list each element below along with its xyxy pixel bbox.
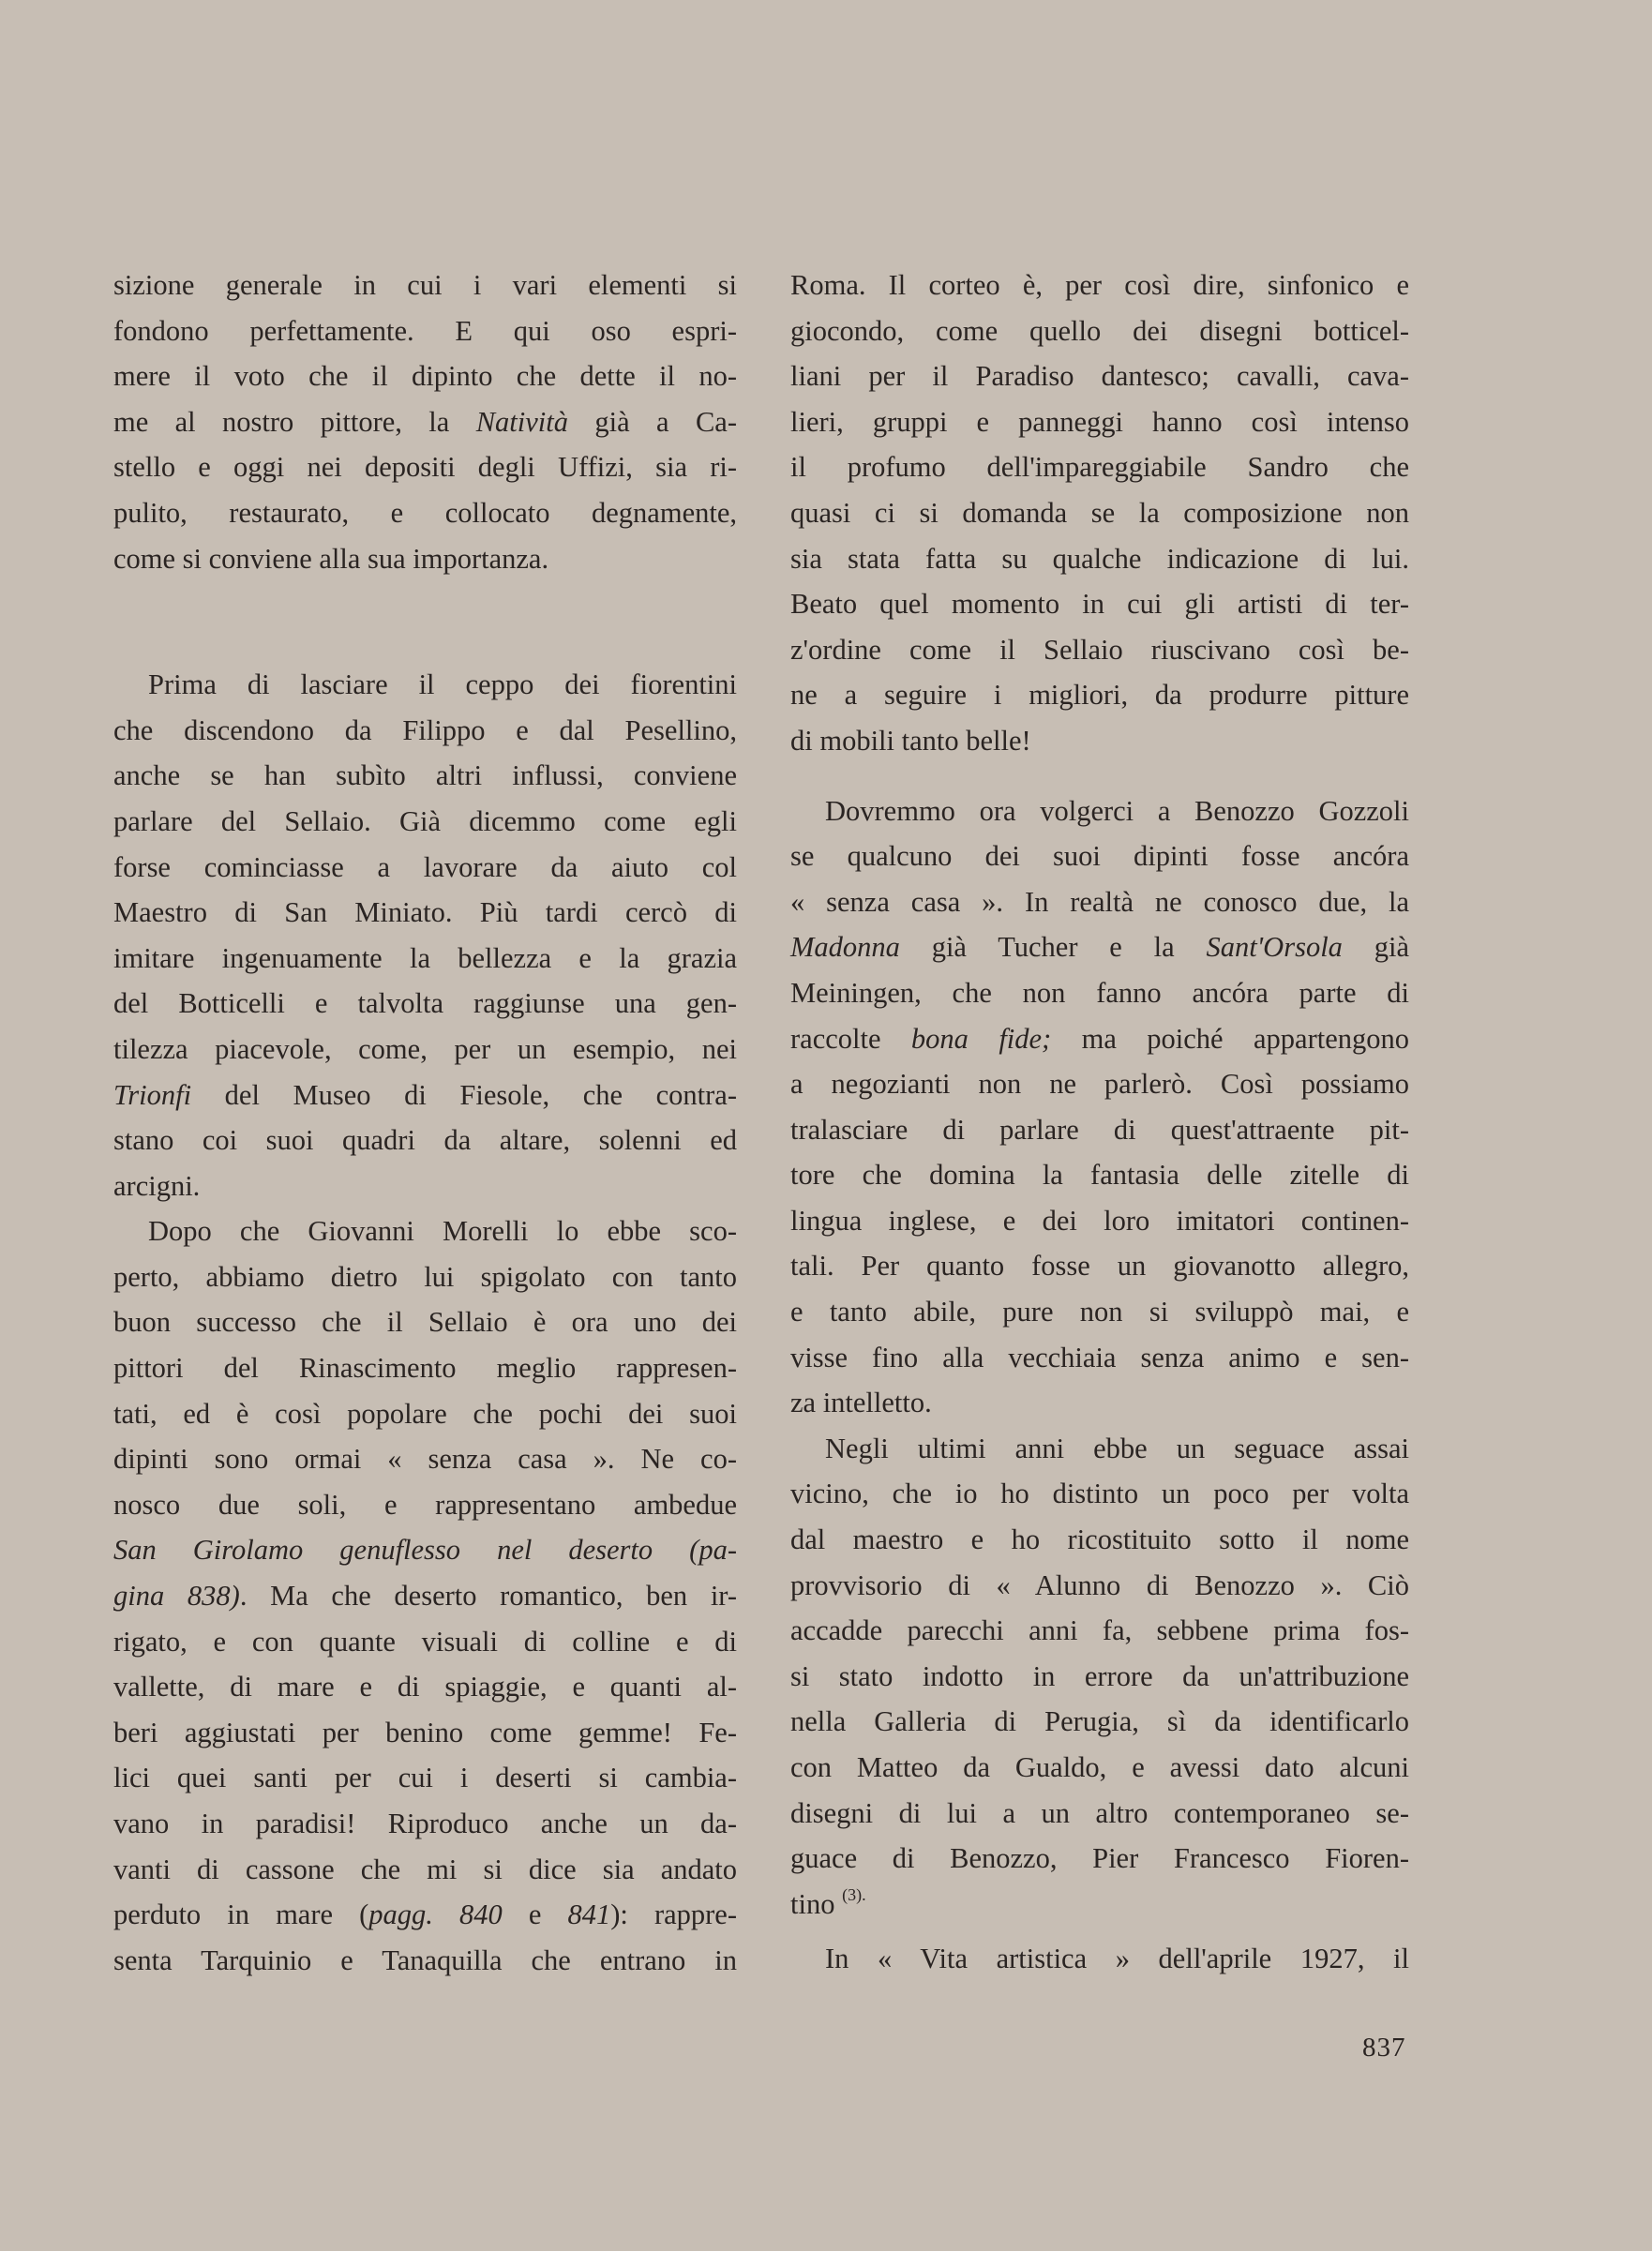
text-line: nella Galleria di Perugia, sì da identificarlo xyxy=(790,1705,1409,1738)
text-line: dipinti sono ormai « senza casa ». Ne co- xyxy=(113,1443,737,1476)
text-line: Prima di lasciare il ceppo dei fiorentini xyxy=(148,668,737,701)
text-line: se qualcuno dei suoi dipinti fosse ancóra xyxy=(790,840,1409,873)
text-line: Madonna già Tucher e la Sant'Orsola già xyxy=(790,931,1409,964)
paragraph xyxy=(113,263,737,581)
text-line: In « Vita artistica » dell'aprile 1927, il xyxy=(825,1943,1409,1975)
right-column xyxy=(790,263,1409,1982)
text-line: con Matteo da Gualdo, e avessi dato alcuni xyxy=(790,1751,1409,1783)
text-line: il profumo dell'impareggiabile Sandro che xyxy=(790,451,1409,484)
text-line: disegni di lui a un altro contemporaneo se- xyxy=(790,1796,1409,1829)
text-line: come si conviene alla sua importanza. xyxy=(113,542,549,575)
text-line: tralasciare di parlare di quest'attraente pit- xyxy=(790,1113,1409,1146)
text-line: vallette, di mare e di spiaggie, e quanti al- xyxy=(113,1671,737,1703)
paragraph xyxy=(790,1426,1409,1928)
text-line: vanti di cassone che mi si dice sia andato xyxy=(113,1853,737,1885)
text-line: ne a seguire i migliori, da produrre pitture xyxy=(790,679,1409,712)
text-line: lingua inglese, e dei loro imitatori continen- xyxy=(790,1204,1409,1237)
text-line: pulito, restaurato, e collocato degnamente, xyxy=(113,496,737,529)
text-line: accadde parecchi anni fa, sebbene prima fos- xyxy=(790,1614,1409,1647)
text-line: quasi ci si domanda se la composizione non xyxy=(790,496,1409,529)
left-column xyxy=(113,263,737,1983)
text-line: anche se han subìto altri influssi, conviene xyxy=(113,759,737,792)
text-line: vano in paradisi! Riproduco anche un da- xyxy=(113,1808,737,1839)
text-line: provvisorio di « Alunno di Benozzo ». Ciò xyxy=(790,1568,1409,1601)
paragraph-gap xyxy=(113,626,737,662)
text-line: tilezza piacevole, come, per un esempio, nei xyxy=(113,1032,737,1065)
footnote-reference: (3). xyxy=(842,1884,866,1904)
text-line: forse cominciasse a lavorare da aiuto col xyxy=(113,850,737,883)
text-line: gina 838). Ma che deserto romantico, ben ir- xyxy=(113,1580,737,1613)
text-line: stano coi suoi quadri da altare, solenni ed xyxy=(113,1124,737,1157)
text-line: visse fino alla vecchiaia senza animo e sen- xyxy=(790,1341,1409,1373)
text-line: « senza casa ». In realtà ne conosco due, la xyxy=(790,885,1409,918)
text-line: Dopo che Giovanni Morelli lo ebbe sco- xyxy=(148,1215,737,1248)
paragraph-gap xyxy=(790,1927,1409,1936)
text-line: beri aggiustati per benino come gemme! Fe- xyxy=(113,1716,737,1748)
text-line: za intelletto. xyxy=(790,1387,932,1419)
text-line: Maestro di San Miniato. Più tardi cercò di xyxy=(113,896,737,929)
text-line: a negozianti non ne parlerò. Così possiamo xyxy=(790,1068,1409,1101)
text-line: sizione generale in cui i vari elementi si xyxy=(113,269,737,301)
text-line: pittori del Rinascimento meglio rappresen- xyxy=(113,1352,737,1385)
text-line: San Girolamo genuflesso nel deserto (pa- xyxy=(113,1534,737,1567)
text-line: del Botticelli e talvolta raggiunse una gen- xyxy=(113,987,737,1020)
text-line: Beato quel momento in cui gli artisti di ter- xyxy=(790,588,1409,621)
text-line: Roma. Il corteo è, per così dire, sinfonico e xyxy=(790,269,1409,301)
text-line: tali. Per quanto fosse un giovanotto allegro, xyxy=(790,1250,1409,1283)
text-line: tino $^{(3).}$ xyxy=(790,1884,866,1920)
text-line: giocondo, come quello dei disegni botticel- xyxy=(790,314,1409,347)
text-line: lieri, gruppi e panneggi hanno così intenso xyxy=(790,405,1409,438)
text-line: di mobili tanto belle! xyxy=(790,724,1031,757)
text-line: perto, abbiamo dietro lui spigolato con tanto xyxy=(113,1260,737,1293)
text-line: Meiningen, che non fanno ancóra parte di xyxy=(790,976,1409,1009)
text-line: lici quei santi per cui i deserti si cambia- xyxy=(113,1762,737,1794)
text-line: guace di Benozzo, Pier Francesco Fioren- xyxy=(790,1842,1409,1875)
paragraph xyxy=(790,788,1409,1426)
text-line: raccolte bona fide; ma poiché appartengono xyxy=(790,1022,1409,1055)
page-number: 837 xyxy=(1362,2033,1406,2063)
text-line: rigato, e con quante visuali di colline e di xyxy=(113,1625,737,1658)
text-line: liani per il Paradiso dantesco; cavalli, cava- xyxy=(790,360,1409,393)
text-line: parlare del Sellaio. Già dicemmo come egli xyxy=(113,804,737,837)
text-line: sia stata fatta su qualche indicazione di lui. xyxy=(790,542,1409,575)
text-line: dal maestro e ho ricostituito sotto il nome xyxy=(790,1523,1409,1556)
paragraph xyxy=(790,1936,1409,1982)
text-line: buon successo che il Sellaio è ora uno dei xyxy=(113,1306,737,1339)
text-line: imitare ingenuamente la bellezza e la grazia xyxy=(113,941,737,974)
text-line: Trionfi del Museo di Fiesole, che contra- xyxy=(113,1078,737,1111)
text-line: Negli ultimi anni ebbe un seguace assai xyxy=(825,1432,1409,1464)
paragraph-gap xyxy=(113,581,737,626)
text-line: tati, ed è così popolare che pochi dei suoi xyxy=(113,1397,737,1430)
text-line: fondono perfettamente. E qui oso espri- xyxy=(113,314,737,347)
text-line: vicino, che io ho distinto un poco per volta xyxy=(790,1478,1409,1510)
paragraph xyxy=(113,1208,737,1983)
text-line: e tanto abile, pure non si sviluppò mai, e xyxy=(790,1296,1409,1328)
text-line: tore che domina la fantasia delle zitelle di xyxy=(790,1159,1409,1192)
paragraph xyxy=(790,263,1409,764)
text-line: arcigni. xyxy=(113,1169,201,1202)
text-line: senta Tarquinio e Tanaquilla che entrano in xyxy=(113,1943,737,1976)
text-line: nosco due soli, e rappresentano ambedue xyxy=(113,1488,737,1521)
paragraph-gap xyxy=(790,764,1409,788)
text-line: si stato indotto in errore da un'attribuzione xyxy=(790,1659,1409,1692)
paragraph xyxy=(113,662,737,1208)
text-line: Dovremmo ora volgerci a Benozzo Gozzoli xyxy=(825,794,1409,827)
text-line: me al nostro pittore, la Natività già a Ca- xyxy=(113,405,737,438)
text-line: z'ordine come il Sellaio riuscivano così be- xyxy=(790,633,1409,666)
text-line: stello e oggi nei depositi degli Uffizi, sia ri- xyxy=(113,451,737,484)
text-line: mere il voto che il dipinto che dette il no- xyxy=(113,360,737,393)
text-line: che discendono da Filippo e dal Pesellino, xyxy=(113,713,737,746)
text-line: perduto in mare (pagg. 840 e 841): rappre- xyxy=(113,1898,737,1931)
